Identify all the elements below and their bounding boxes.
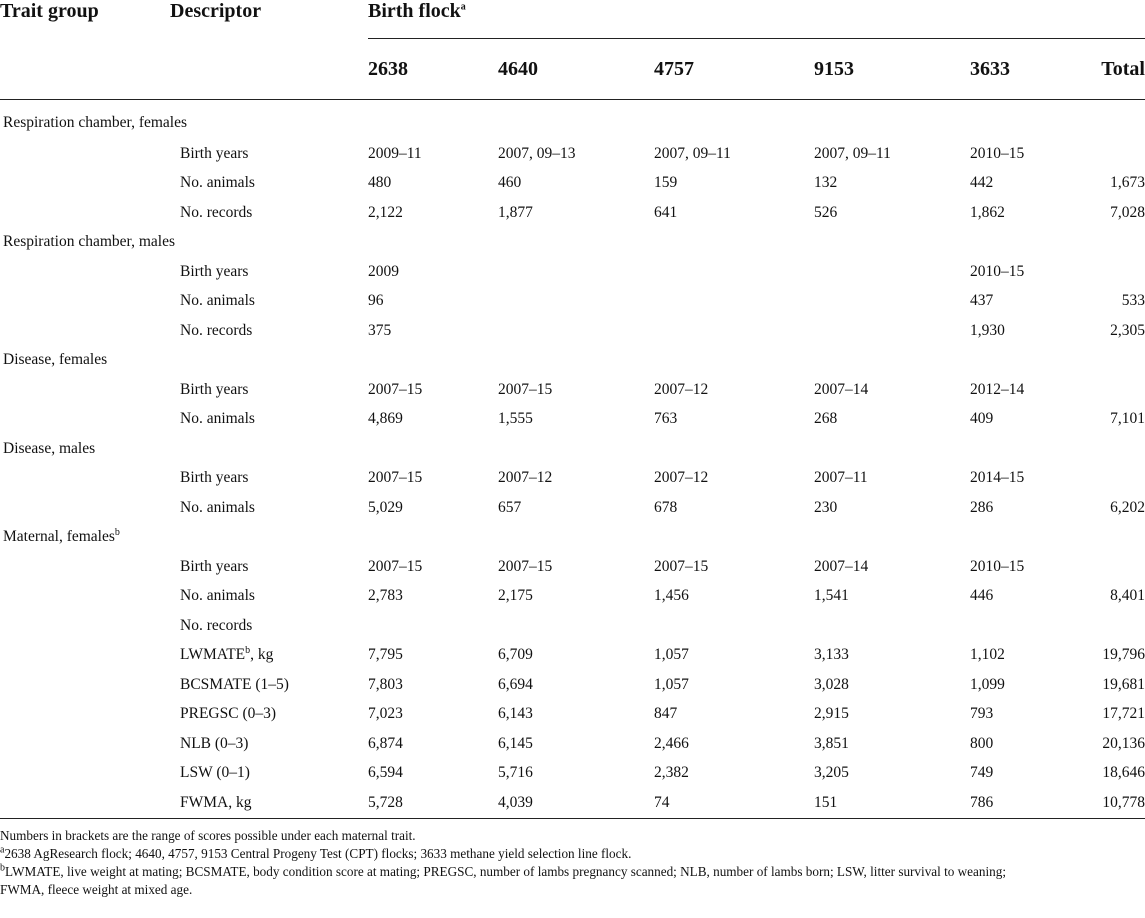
- table-cell: 74: [654, 788, 814, 818]
- table-cell: [814, 257, 970, 287]
- descriptor-label: No. animals: [180, 498, 255, 516]
- col-header-flock: 3633: [970, 39, 1095, 100]
- table-cell: 2010–15: [970, 262, 1025, 280]
- table-cell: 2007, 09–11: [654, 144, 731, 162]
- col-header-flock: 4640: [498, 39, 654, 100]
- table-cell: 2,466: [654, 734, 689, 752]
- descriptor-label: No. records: [180, 203, 253, 221]
- table-cell: 6,143: [498, 705, 533, 723]
- table-cell: [498, 316, 654, 346]
- table-cell: 2007–12: [654, 380, 709, 398]
- footnote-a: $^a$2638 AgResearch flock; 4640, 4757, 9153 Central Progeny Test (CPT) flocks; 3633 methane yield selection line flock.: [0, 844, 632, 861]
- col-header-trait-group: Trait group: [0, 0, 99, 22]
- table-cell: 7,023: [368, 705, 403, 723]
- table-row: [0, 700, 1145, 730]
- trait-group-label: Respiration chamber, females: [3, 113, 188, 131]
- table-cell: 2007–11: [814, 469, 868, 487]
- table-cell: 132: [814, 174, 838, 192]
- table-row: [0, 287, 1145, 317]
- total-cell: [1095, 464, 1145, 494]
- descriptor-label: No. animals: [180, 292, 255, 310]
- table-cell: 657: [498, 498, 522, 516]
- table-cell: 3,205: [814, 764, 849, 782]
- table-cell: 6,709: [498, 646, 533, 664]
- table-cell: 793: [970, 705, 994, 723]
- col-header-flock: 9153: [814, 39, 970, 100]
- footnote-b-cont: FWMA, fleece weight at mixed age.: [0, 882, 193, 897]
- total-cell: 19,796: [1102, 646, 1145, 664]
- table-cell: 2007–14: [814, 380, 869, 398]
- descriptor-label: No. animals: [180, 410, 255, 428]
- descriptor-label: No. records: [180, 616, 253, 634]
- table-cell: 6,694: [498, 675, 533, 693]
- table-cell: 2007–15: [498, 380, 553, 398]
- table-row: [0, 670, 1145, 700]
- table-cell: 375: [368, 321, 392, 339]
- table-cell: 4,869: [368, 410, 403, 428]
- table-cell: 2,915: [814, 705, 849, 723]
- table-cell: 2012–14: [970, 380, 1025, 398]
- table-row: [0, 552, 1145, 582]
- trait-group-label: Disease, females: [3, 351, 108, 369]
- descriptor-label: PREGSC (0–3): [180, 705, 277, 723]
- descriptor-label: Birth years: [180, 469, 249, 487]
- descriptor-label: NLB (0–3): [180, 734, 249, 752]
- table-cell: 2009–11: [368, 144, 422, 162]
- table-cell: 2009: [368, 262, 399, 280]
- table-cell: 2,783: [368, 587, 403, 605]
- table-cell: 2007, 09–11: [814, 144, 891, 162]
- descriptor-label: Birth years: [180, 380, 249, 398]
- table-cell: [498, 287, 654, 317]
- total-cell: 17,721: [1102, 705, 1145, 723]
- table-cell: 5,728: [368, 788, 498, 818]
- table-cell: 6,594: [368, 764, 403, 782]
- table-cell: 2007–15: [368, 557, 423, 575]
- table-cell: 5,029: [368, 498, 403, 516]
- footnotes: [0, 827, 1145, 899]
- total-cell: [1095, 375, 1145, 405]
- total-cell: 8,401: [1110, 587, 1145, 605]
- total-cell: 18,646: [1102, 764, 1145, 782]
- table-cell: 2010–15: [970, 557, 1025, 575]
- table-cell: 7,803: [368, 675, 403, 693]
- table-cell: 2007–15: [368, 469, 423, 487]
- table-cell: 2,382: [654, 764, 689, 782]
- table-body: [0, 100, 1145, 819]
- table-cell: [654, 316, 814, 346]
- table-cell: [368, 611, 498, 641]
- descriptor-label: Birth years: [180, 262, 249, 280]
- col-header-flock: 2638: [368, 39, 498, 100]
- table-row: [0, 641, 1145, 671]
- table-cell: 1,057: [654, 646, 689, 664]
- table-cell: 2007–12: [498, 469, 553, 487]
- descriptor-label: LSW (0–1): [180, 764, 250, 782]
- descriptor-label: LWMATE$^b$, kg: [180, 645, 274, 664]
- table-cell: 1,099: [970, 675, 1005, 693]
- table-cell: 6,874: [368, 734, 403, 752]
- descriptor-label: Birth years: [180, 557, 249, 575]
- table-cell: 2010–15: [970, 144, 1025, 162]
- descriptor-label: No. animals: [180, 587, 255, 605]
- table-cell: 409: [970, 410, 994, 428]
- table-row: [0, 405, 1145, 435]
- table-cell: 526: [814, 203, 838, 221]
- table-row: [0, 198, 1145, 228]
- table-cell: [498, 611, 654, 641]
- table-cell: 480: [368, 174, 392, 192]
- col-header-flock: 4757: [654, 39, 814, 100]
- table-row: [0, 788, 1145, 818]
- descriptor-label: BCSMATE (1–5): [180, 675, 289, 693]
- total-cell: 7,028: [1110, 203, 1145, 221]
- table-cell: 2007, 09–13: [498, 144, 576, 162]
- table-cell: 2014–15: [970, 469, 1025, 487]
- table-cell: 1,057: [654, 675, 689, 693]
- descriptor-label: No. animals: [180, 174, 255, 192]
- table-cell: 678: [654, 498, 678, 516]
- table-cell: 2,122: [368, 203, 403, 221]
- table-row: [0, 464, 1145, 494]
- table-cell: 230: [814, 498, 838, 516]
- total-cell: 20,136: [1102, 734, 1145, 752]
- trait-group-label: Respiration chamber, males: [3, 233, 175, 251]
- table-cell: 2007–15: [498, 557, 553, 575]
- table-row: [0, 375, 1145, 405]
- table-cell: 800: [970, 734, 994, 752]
- table-cell: 2,175: [498, 587, 533, 605]
- descriptor-label: Birth years: [180, 144, 249, 162]
- table-cell: 96: [368, 292, 384, 310]
- table-cell: 159: [654, 174, 678, 192]
- total-cell: [1095, 552, 1145, 582]
- table-cell: 151: [814, 788, 970, 818]
- table-row: [0, 582, 1145, 612]
- table-row: [0, 611, 1145, 641]
- table-cell: 3,028: [814, 675, 849, 693]
- table-row: [0, 759, 1145, 789]
- table-row: [0, 139, 1145, 169]
- table-cell: [814, 287, 970, 317]
- table-cell: 641: [654, 203, 678, 221]
- table-cell: 437: [970, 292, 994, 310]
- table-cell: 460: [498, 174, 522, 192]
- descriptor-label: No. records: [180, 321, 253, 339]
- footnote-general: Numbers in brackets are the range of scores possible under each maternal trait.: [0, 828, 416, 843]
- table-cell: [498, 257, 654, 287]
- table-cell: 749: [970, 764, 994, 782]
- trait-group-label: Disease, males: [3, 439, 96, 457]
- table-cell: [814, 316, 970, 346]
- col-header-total: Total: [1095, 39, 1145, 100]
- table-cell: 1,877: [498, 203, 533, 221]
- footnote-b: $^b$LWMATE, live weight at mating; BCSMATE, body condition score at mating; PREGSC, number of lambs pregnancy scanned; NLB, number of lambs born; LSW, litter survival to weaning;: [0, 862, 1006, 879]
- total-cell: [1095, 139, 1145, 169]
- table-cell: 446: [970, 587, 994, 605]
- trait-group-label: Maternal, females$^b$: [3, 527, 120, 546]
- total-cell: 19,681: [1102, 675, 1145, 693]
- total-cell: [1095, 257, 1145, 287]
- total-cell: 10,778: [1095, 788, 1145, 818]
- table-cell: 268: [814, 410, 838, 428]
- table-cell: 442: [970, 174, 994, 192]
- table-cell: 763: [654, 410, 678, 428]
- table-cell: 7,795: [368, 646, 403, 664]
- descriptor-label: FWMA, kg: [170, 788, 368, 818]
- total-cell: 533: [1121, 292, 1145, 310]
- table-cell: 847: [654, 705, 678, 723]
- table-row: [0, 257, 1145, 287]
- table-row: [0, 316, 1145, 346]
- table-cell: [654, 257, 814, 287]
- table-cell: [654, 611, 814, 641]
- table-cell: 1,541: [814, 587, 849, 605]
- table-cell: 1,102: [970, 646, 1005, 664]
- table-cell: 5,716: [498, 764, 533, 782]
- table-cell: [814, 611, 970, 641]
- total-cell: 1,673: [1110, 174, 1145, 192]
- total-cell: [1095, 611, 1145, 641]
- table-cell: 1,862: [970, 203, 1005, 221]
- table-cell: 4,039: [498, 788, 654, 818]
- table-cell: 2007–14: [814, 557, 869, 575]
- table-cell: 2007–15: [368, 380, 423, 398]
- table-cell: 1,930: [970, 321, 1005, 339]
- total-cell: 6,202: [1110, 498, 1145, 516]
- col-header-birth-flock: Birth flock$^a$: [368, 0, 1145, 39]
- table-cell: 6,145: [498, 734, 533, 752]
- table-cell: 1,555: [498, 410, 533, 428]
- total-cell: 2,305: [1110, 321, 1145, 339]
- table-cell: 1,456: [654, 587, 689, 605]
- table-cell: 3,851: [814, 734, 849, 752]
- table-row: [0, 169, 1145, 199]
- table-cell: 786: [970, 788, 1095, 818]
- table-cell: [970, 611, 1095, 641]
- table-cell: 2007–15: [654, 557, 709, 575]
- table-cell: [654, 287, 814, 317]
- table-cell: 286: [970, 498, 994, 516]
- col-header-descriptor: Descriptor: [170, 0, 262, 22]
- table-row: [0, 493, 1145, 523]
- table-row: [0, 729, 1145, 759]
- total-cell: 7,101: [1110, 410, 1145, 428]
- table-cell: 2007–12: [654, 469, 709, 487]
- table-cell: 3,133: [814, 646, 849, 664]
